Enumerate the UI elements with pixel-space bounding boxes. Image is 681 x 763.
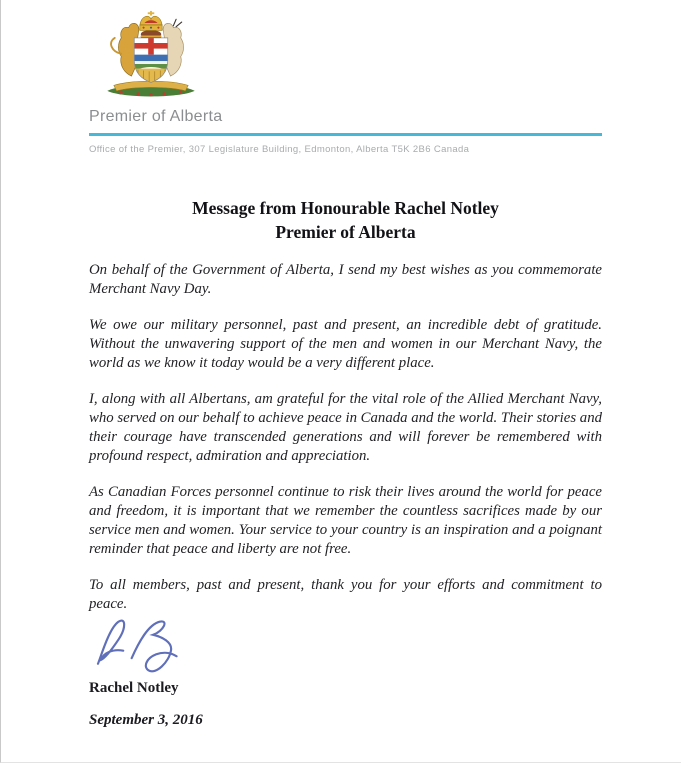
letter-title-line2: Premier of Alberta	[275, 222, 416, 242]
handwritten-signature-icon	[91, 617, 191, 675]
body-paragraph: To all members, past and present, thank you for your efforts and commitment to peace.	[89, 577, 602, 612]
body-paragraph: We owe our military personnel, past and present, an incredible debt of gratitude. Without the unwavering support of the men and women in our Merchant Navy, the world as we know it today would be a very different place.	[89, 317, 602, 371]
letterhead-org-name: Premier of Alberta	[89, 108, 223, 125]
body-paragraph: As Canadian Forces personnel continue to risk their lives around the world for peace and freedom, it is important that we remember the countless sacrifices made by our service men and women. Your service to your country is an inspiration and a poignant reminder that peace and liberty are not free.	[89, 484, 602, 557]
signature-block	[89, 617, 602, 729]
signer-name: Rachel Notley	[89, 680, 179, 696]
letterhead	[89, 10, 602, 155]
body-paragraph: On behalf of the Government of Alberta, I send my best wishes as you commemorate Merchant Navy Day.	[89, 262, 602, 297]
letterhead-rule	[89, 133, 602, 136]
letter-body	[89, 261, 602, 614]
letter-title	[89, 196, 602, 244]
body-paragraph: I, along with all Albertans, am grateful for the vital role of the Allied Merchant Navy, who served on our behalf to achieve peace in Canada and the world. Their stories and their courage have transcended generations and will forever be remembered with profound respect, admiration and appreciation.	[89, 391, 602, 464]
letter-title-line1: Message from Honourable Rachel Notley	[192, 198, 499, 218]
letterhead-address: Office of the Premier, 307 Legislature Building, Edmonton, Alberta T5K 2B6 Canada	[89, 144, 470, 155]
alberta-coat-of-arms-icon	[95, 10, 207, 103]
signature-date: September 3, 2016	[89, 712, 203, 728]
